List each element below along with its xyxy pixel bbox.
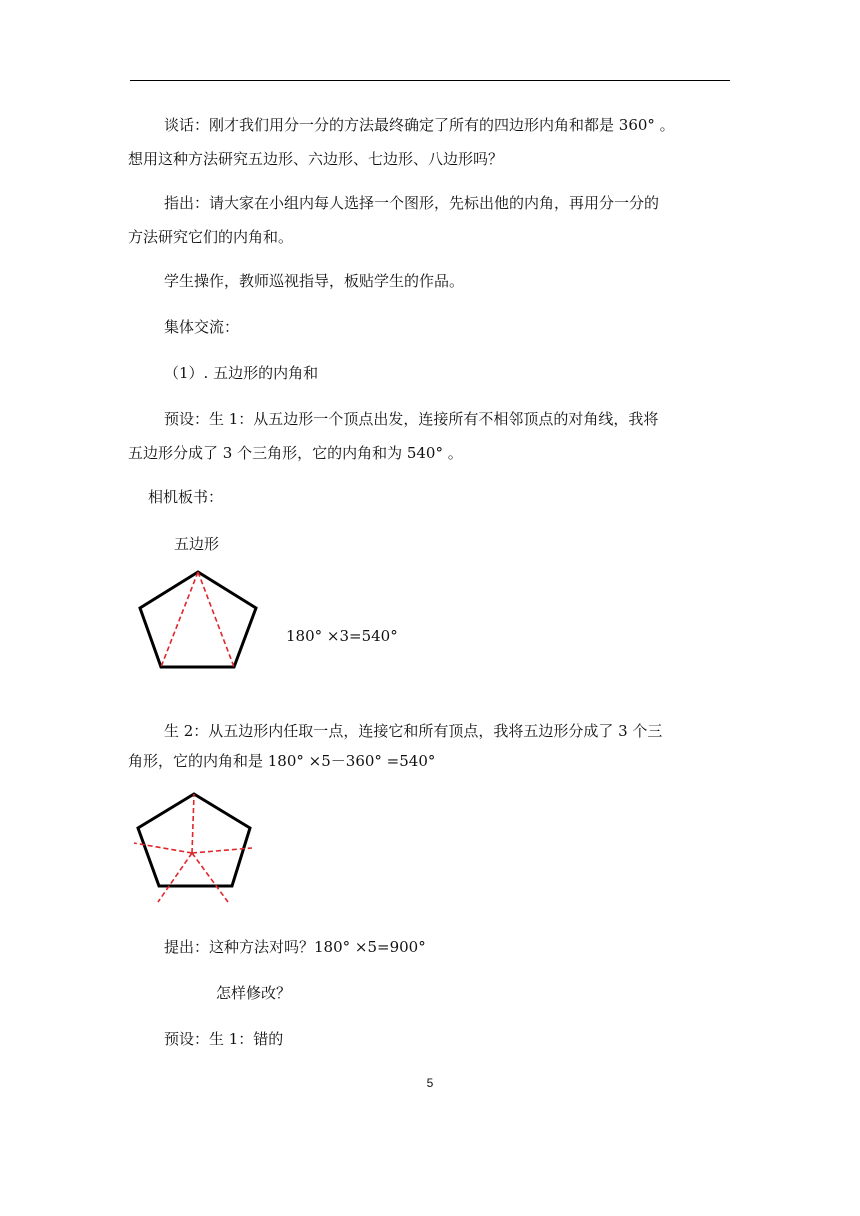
paragraph-talk-line1: 谈话：刚才我们用分一分的方法最终确定了所有的四边形内角和都是 360° 。: [164, 116, 675, 134]
figure1-label: 五边形: [174, 535, 220, 553]
paragraph-preset-1-line2: 五边形分成了 3 个三角形，它的内角和为 540° 。: [128, 444, 463, 462]
pentagon-interior-point-figure: [130, 788, 256, 906]
pentagon-outline-2: [138, 794, 250, 886]
segment-to-bottom-right: [192, 853, 228, 902]
paragraph-preset-1-line1: 预设：生 1：从五边形一个顶点出发，连接所有不相邻顶点的对角线，我将: [164, 410, 659, 428]
segment-to-bottom-left: [158, 853, 192, 902]
paragraph-point-line1: 指出：请大家在小组内每人选择一个图形，先标出他的内角，再用分一分的: [164, 194, 660, 212]
diagonal-right: [198, 572, 234, 667]
paragraph-board: 相机板书：: [148, 488, 224, 506]
paragraph-operation: 学生操作，教师巡视指导，板贴学生的作品。: [164, 272, 465, 290]
paragraph-talk-line2: 想用这种方法研究五边形、六边形、七边形、八边形吗？: [128, 150, 504, 168]
paragraph-question: 提出：这种方法对吗？180° ×5=900°: [164, 938, 426, 956]
paragraph-how-modify: 怎样修改？: [216, 984, 292, 1002]
figure1-formula: 180° ×3=540°: [286, 627, 398, 645]
paragraph-point-line2: 方法研究它们的内角和。: [128, 228, 294, 246]
paragraph-section-1: （1）. 五边形的内角和: [164, 364, 319, 382]
pentagon-outline: [140, 572, 256, 667]
paragraph-student2-line1: 生 2：从五边形内任取一点，连接它和所有顶点，我将五边形分成了 3 个三: [164, 722, 663, 740]
page-number: 5: [426, 1076, 434, 1090]
diagonal-left: [161, 572, 198, 667]
header-rule: [130, 80, 730, 81]
segment-to-top: [192, 794, 194, 853]
paragraph-preset-2: 预设：生 1：错的: [164, 1030, 284, 1048]
paragraph-student2-line2: 角形，它的内角和是 180° ×5－360° =540°: [128, 752, 436, 770]
segment-to-left: [134, 843, 192, 853]
pentagon-diagonal-figure: [130, 562, 270, 678]
paragraph-exchange: 集体交流：: [164, 318, 240, 336]
